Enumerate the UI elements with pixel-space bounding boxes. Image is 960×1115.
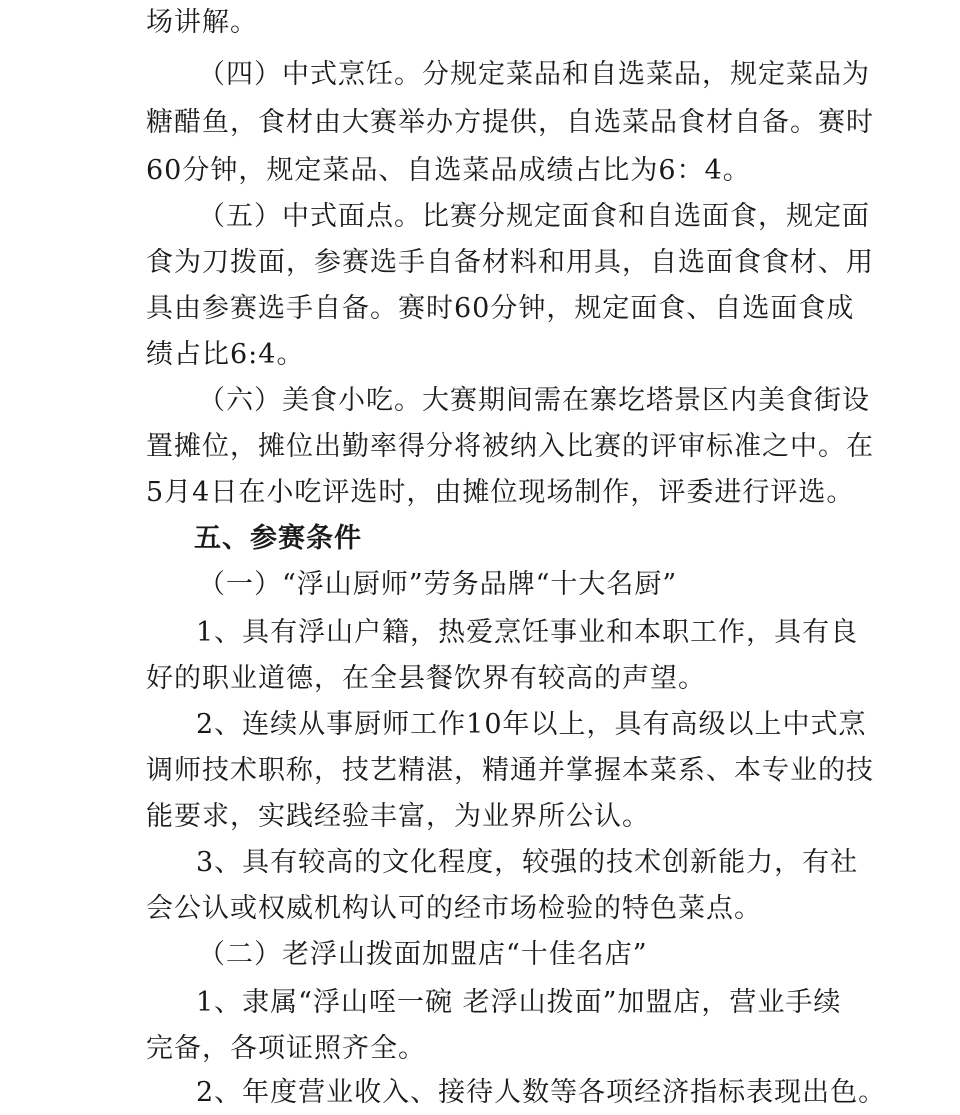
list-item: 1、隶属“浮山咥一碗 老浮山拨面”加盟店，营业手续 — [196, 987, 842, 1018]
text-line: 完备，各项证照齐全。 — [146, 1033, 426, 1064]
section-item-5-heading: （五）中式面点。比赛分规定面食和自选面食，规定面 — [198, 201, 870, 232]
text-line: 60分钟，规定菜品、自选菜品成绩占比为6：4。 — [146, 155, 751, 186]
list-item: 3、具有较高的文化程度，较强的技术创新能力，有社 — [196, 847, 859, 878]
text-line: 好的职业道德，在全县餐饮界有较高的声望。 — [146, 663, 706, 694]
text-line: 具由参赛选手自备。赛时60分钟，规定面食、自选面食成 — [146, 293, 855, 324]
section-item-6-heading: （六）美食小吃。大赛期间需在寨圪塔景区内美食街设 — [198, 385, 870, 416]
subsection-heading-top-chefs: （一）“浮山厨师”劳务品牌“十大名厨” — [198, 569, 678, 600]
text-line: 会公认或权威机构认可的经市场检验的特色菜点。 — [146, 893, 762, 924]
text-line: 食为刀拨面，参赛选手自备材料和用具，自选面食食材、用 — [146, 247, 874, 278]
list-item: 1、具有浮山户籍，热爱烹饪事业和本职工作，具有良 — [196, 617, 859, 648]
text-line: 绩占比6:4。 — [146, 339, 305, 370]
text-line: 糖醋鱼，食材由大赛举办方提供，自选菜品食材自备。赛时 — [146, 107, 874, 138]
text-line: 置摊位，摊位出勤率得分将被纳入比赛的评审标准之中。在 — [146, 431, 874, 462]
list-item: 2、连续从事厨师工作10年以上，具有高级以上中式烹 — [196, 709, 867, 740]
text-line: 能要求，实践经验丰富，为业界所公认。 — [146, 801, 650, 832]
text-line: 场讲解。 — [146, 7, 258, 38]
section-item-4-heading: （四）中式烹饪。分规定菜品和自选菜品，规定菜品为 — [198, 59, 870, 90]
text-line: 5月4日在小吃评选时，由摊位现场制作，评委进行评选。 — [146, 477, 855, 508]
section-heading-conditions: 五、参赛条件 — [194, 523, 362, 554]
list-item: 2、年度营业收入、接待人数等各项经济指标表现出色。 — [196, 1077, 887, 1108]
text-line: 调师技术职称，技艺精湛，精通并掌握本菜系、本专业的技 — [146, 755, 874, 786]
subsection-heading-top-stores: （二）老浮山拨面加盟店“十佳名店” — [198, 939, 648, 970]
